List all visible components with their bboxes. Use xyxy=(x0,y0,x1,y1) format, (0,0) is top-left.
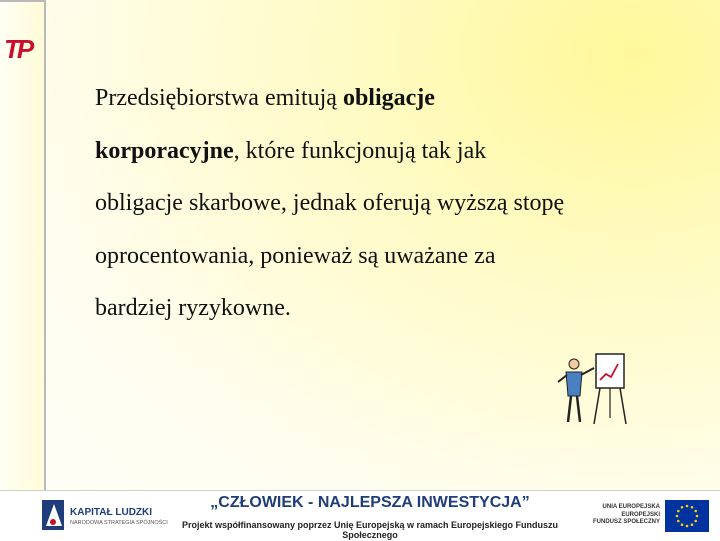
body-text-line3: obligacje skarbowe, jednak oferują wyższą stopę xyxy=(95,190,565,216)
eu-label-line2: EUROPEJSKI xyxy=(621,511,660,518)
kapital-ludzki-subtitle: NARODOWA STRATEGIA SPÓJNOŚCI xyxy=(70,520,168,526)
body-text-part1: Przedsiębiorstwa emitują xyxy=(95,85,343,111)
body-text-line4: oprocentowania, ponieważ są uważane za xyxy=(95,242,496,269)
top-frame-line xyxy=(0,0,44,2)
eu-label-line3: FUNDUSZ SPOŁECZNY xyxy=(592,519,660,525)
eu-fund-label xyxy=(585,504,660,527)
kapital-ludzki-title: KAPITAŁ LUDZKI xyxy=(70,507,153,518)
body-text-line5: bardziej ryzykowne. xyxy=(95,295,291,321)
footer-slogan: „CZŁOWIEK - NAJLEPSZA INWESTYCJA” xyxy=(210,494,530,511)
body-bold-term-2: korporacyjne xyxy=(95,137,234,164)
footer-project-text: Projekt współfinansowany poprzez Unię Europejską w ramach Europejskiego Funduszu Społecznego xyxy=(181,520,559,540)
eu-label-line1: UNIA EUROPEJSKA xyxy=(602,504,660,510)
body-text-part2: , które funkcjonują tak jak xyxy=(233,137,487,164)
eu-flag-icon xyxy=(665,500,709,532)
left-frame xyxy=(0,0,46,490)
presenter-with-chart-icon xyxy=(548,350,638,430)
tp-logo: TP xyxy=(4,34,32,64)
body-bold-term-1: obligacje xyxy=(342,85,435,111)
slide-body-text xyxy=(95,72,655,335)
